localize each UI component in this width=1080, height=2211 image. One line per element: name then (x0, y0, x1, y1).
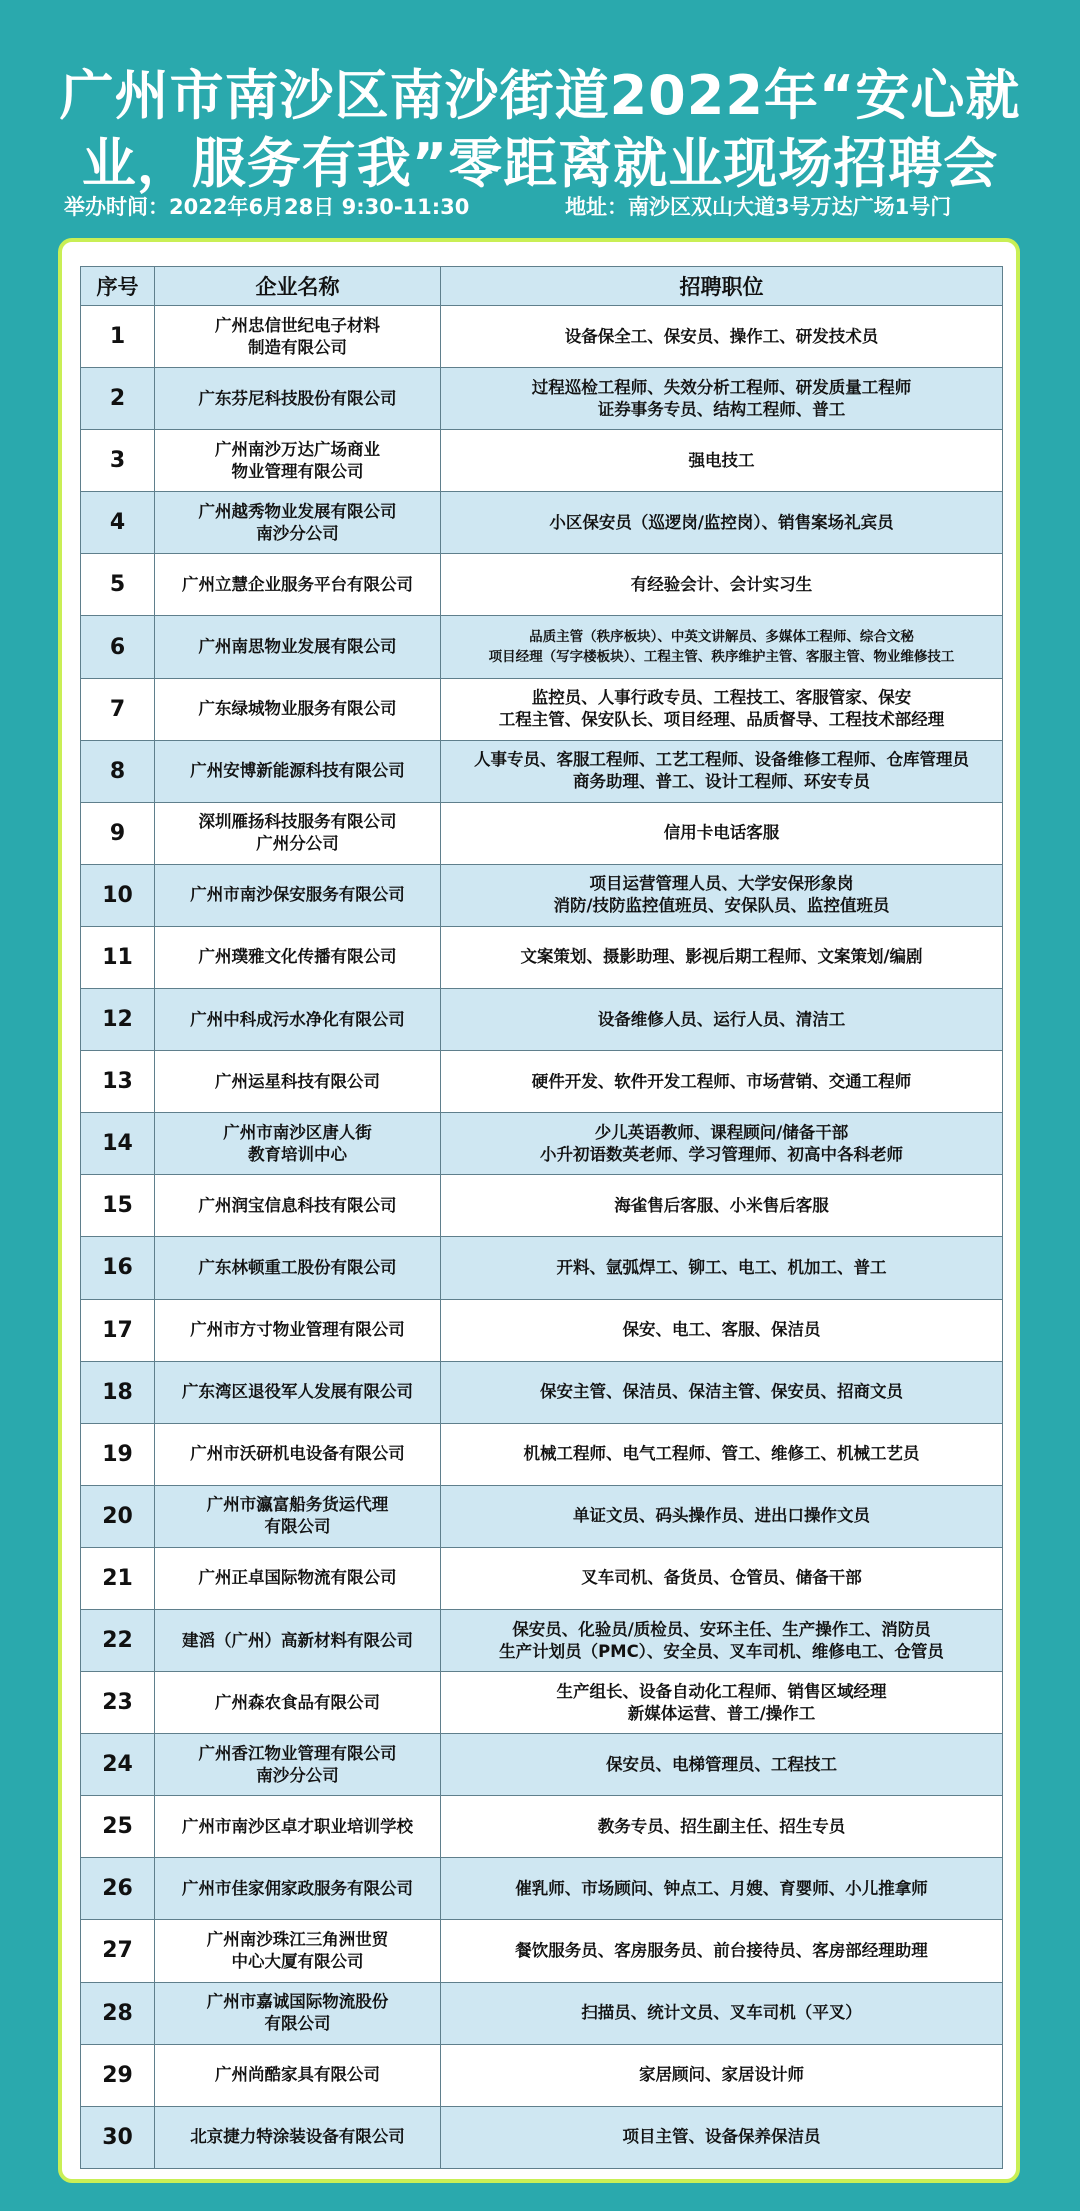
table-row (81, 1423, 1003, 1485)
poster-header (0, 0, 1080, 230)
job-positions-line: 机械工程师、电气工程师、管工、维修工、机械工艺员 (523, 1444, 920, 1464)
job-positions-line: 小升初语数英老师、学习管理师、初高中各科老师 (540, 1144, 903, 1164)
company-name (155, 2106, 441, 2168)
row-number: 12 (81, 989, 155, 1051)
table-row (81, 1609, 1003, 1671)
company-name-line: 物业管理有限公司 (231, 461, 364, 481)
company-name-line: 有限公司 (264, 1517, 331, 1537)
job-positions-line: 商务助理、普工、设计工程师、环安专员 (573, 772, 870, 792)
event-time: 举办时间：2022年6月28日 9:30-11:30 (64, 195, 470, 219)
job-positions-line: 人事专员、客服工程师、工艺工程师、设备维修工程师、仓库管理员 (474, 750, 969, 770)
row-number: 13 (81, 1051, 155, 1113)
company-name-line: 广州南沙万达广场商业 (215, 439, 380, 459)
company-name-line: 广州市佳家佣家政服务有限公司 (182, 1878, 413, 1898)
row-number: 5 (81, 554, 155, 616)
job-positions-line: 保安员、电梯管理员、工程技工 (606, 1754, 837, 1774)
job-positions (441, 1672, 1003, 1734)
company-name-line: 广州越秀物业发展有限公司 (198, 501, 397, 521)
table-row (81, 1734, 1003, 1796)
row-number: 6 (81, 616, 155, 678)
company-name (155, 430, 441, 492)
company-name (155, 864, 441, 926)
recruitment-card (58, 238, 1020, 2183)
job-positions (441, 1361, 1003, 1423)
company-name-line: 广州正卓国际物流有限公司 (198, 1568, 397, 1588)
company-name-line: 广州市南沙区卓才职业培训学校 (182, 1816, 413, 1836)
company-name (155, 1175, 441, 1237)
company-name-line: 广东芬尼科技股份有限公司 (198, 388, 397, 408)
row-number: 21 (81, 1547, 155, 1609)
row-number: 30 (81, 2106, 155, 2168)
company-name-line: 广州香江物业管理有限公司 (198, 1743, 397, 1763)
job-positions-line: 单证文员、码头操作员、进出口操作文员 (573, 1506, 870, 1526)
job-positions (441, 926, 1003, 988)
job-positions (441, 740, 1003, 802)
event-address: 地址：南沙区双山大道3号万达广场1号门 (565, 195, 952, 219)
row-number: 22 (81, 1609, 155, 1671)
job-positions-line: 家居顾问、家居设计师 (639, 2065, 804, 2085)
job-positions-line: 保安主管、保洁员、保洁主管、保安员、招商文员 (540, 1382, 903, 1402)
table-row (81, 616, 1003, 678)
company-name (155, 1423, 441, 1485)
company-name-line: 北京捷力特涂装设备有限公司 (190, 2127, 405, 2147)
job-positions (441, 1485, 1003, 1547)
company-name-line: 南沙分公司 (256, 1765, 339, 1785)
company-name (155, 1920, 441, 1982)
table-row (81, 926, 1003, 988)
company-name (155, 2044, 441, 2106)
job-positions (441, 1982, 1003, 2044)
job-positions (441, 1858, 1003, 1920)
company-name (155, 1237, 441, 1299)
job-positions (441, 1547, 1003, 1609)
company-name-line: 深圳雁扬科技服务有限公司 (198, 812, 397, 832)
job-positions (441, 1920, 1003, 1982)
job-positions (441, 1299, 1003, 1361)
company-name-line: 广州市南沙区唐人街 (223, 1122, 372, 1142)
company-name-line: 广州市瀛富船务货运代理 (206, 1495, 389, 1515)
table-row (81, 368, 1003, 430)
row-number: 11 (81, 926, 155, 988)
company-name-line: 广州市方寸物业管理有限公司 (190, 1320, 405, 1340)
company-name-line: 广州森农食品有限公司 (215, 1692, 380, 1712)
company-name-line: 广州尚酷家具有限公司 (215, 2065, 380, 2085)
header-number: 序号 (81, 267, 155, 306)
company-name (155, 1734, 441, 1796)
job-positions-line: 证券事务专员、结构工程师、普工 (597, 399, 846, 419)
table-row (81, 989, 1003, 1051)
job-positions (441, 1796, 1003, 1858)
company-name (155, 1982, 441, 2044)
table-row (81, 1547, 1003, 1609)
job-positions (441, 554, 1003, 616)
table-header-row (81, 267, 1003, 306)
job-positions-line: 生产计划员（PMC）、安全员、叉车司机、维修电工、仓管员 (499, 1641, 944, 1661)
job-positions (441, 864, 1003, 926)
company-name-line: 广州分公司 (256, 834, 339, 854)
job-positions-line: 教务专员、招生副主任、招生专员 (597, 1816, 846, 1836)
row-number: 10 (81, 864, 155, 926)
job-positions (441, 678, 1003, 740)
company-name (155, 678, 441, 740)
company-name (155, 926, 441, 988)
company-name-line: 广东绿城物业服务有限公司 (198, 699, 397, 719)
job-positions (441, 1051, 1003, 1113)
company-name-line: 广州南思物业发展有限公司 (198, 637, 397, 657)
company-name (155, 1547, 441, 1609)
job-positions-line: 项目经理（写字楼板块）、工程主管、秩序维护主管、客服主管、物业维修技工 (488, 649, 955, 666)
company-name (155, 1672, 441, 1734)
table-row (81, 1796, 1003, 1858)
company-name (155, 1485, 441, 1547)
company-name-line: 教育培训中心 (248, 1144, 347, 1164)
job-positions-line: 文案策划、摄影助理、影视后期工程师、文案策划/编剧 (520, 947, 923, 967)
job-positions-line: 设备保全工、保安员、操作工、研发技术员 (564, 326, 879, 346)
row-number: 4 (81, 492, 155, 554)
job-positions (441, 1609, 1003, 1671)
job-positions (441, 1734, 1003, 1796)
row-number: 9 (81, 802, 155, 864)
company-name-line: 广州南沙珠江三角洲世贸 (206, 1929, 389, 1949)
row-number: 16 (81, 1237, 155, 1299)
company-name (155, 554, 441, 616)
table-row (81, 1175, 1003, 1237)
company-name (155, 1609, 441, 1671)
job-positions-line: 生产组长、设备自动化工程师、销售区域经理 (556, 1681, 887, 1701)
company-name-line: 南沙分公司 (256, 523, 339, 543)
company-name-line: 广州立慧企业服务平台有限公司 (182, 574, 413, 594)
company-name (155, 1051, 441, 1113)
company-name-line: 广州中科成污水净化有限公司 (190, 1009, 405, 1029)
row-number: 3 (81, 430, 155, 492)
job-positions-line: 保安员、化验员/质检员、安环主任、生产操作工、消防员 (512, 1619, 931, 1639)
job-positions-line: 扫描员、统计文员、叉车司机（平叉） (581, 2003, 862, 2023)
job-positions (441, 989, 1003, 1051)
job-positions (441, 430, 1003, 492)
job-positions-line: 工程主管、保安队长、项目经理、品质督导、工程技术部经理 (498, 710, 945, 730)
table-row (81, 554, 1003, 616)
company-name-line: 广州市南沙保安服务有限公司 (190, 885, 405, 905)
job-positions (441, 1175, 1003, 1237)
table-row (81, 1485, 1003, 1547)
company-name-line: 广东林顿重工股份有限公司 (198, 1257, 397, 1277)
table-row (81, 2106, 1003, 2168)
poster-title-line-2: 业，服务有我”零距离就业现场招聘会 (81, 132, 999, 195)
row-number: 26 (81, 1858, 155, 1920)
row-number: 24 (81, 1734, 155, 1796)
row-number: 17 (81, 1299, 155, 1361)
company-name (155, 1858, 441, 1920)
row-number: 20 (81, 1485, 155, 1547)
table-row (81, 740, 1003, 802)
row-number: 7 (81, 678, 155, 740)
company-name (155, 492, 441, 554)
company-name-line: 建滔（广州）高新材料有限公司 (182, 1630, 413, 1650)
job-positions (441, 2106, 1003, 2168)
job-positions-line: 少儿英语教师、课程顾问/储备干部 (594, 1122, 849, 1142)
table-row (81, 430, 1003, 492)
job-positions (441, 802, 1003, 864)
job-positions-line: 硬件开发、软件开发工程师、市场营销、交通工程师 (531, 1071, 912, 1091)
job-positions (441, 1113, 1003, 1175)
job-positions-line: 保安、电工、客服、保洁员 (622, 1320, 821, 1340)
row-number: 19 (81, 1423, 155, 1485)
company-name (155, 740, 441, 802)
company-name (155, 1299, 441, 1361)
job-positions-line: 项目运营管理人员、大学安保形象岗 (589, 874, 854, 894)
row-number: 18 (81, 1361, 155, 1423)
job-positions (441, 1423, 1003, 1485)
table-row (81, 306, 1003, 368)
job-positions (441, 492, 1003, 554)
company-name-line: 广州璞雅文化传播有限公司 (198, 947, 397, 967)
table-row (81, 1858, 1003, 1920)
poster-title-line-1: 广州市南沙区南沙街道2022年“安心就 (59, 64, 1021, 127)
company-name-line: 中心大厦有限公司 (231, 1951, 364, 1971)
company-name (155, 1361, 441, 1423)
company-name (155, 1113, 441, 1175)
company-name (155, 1796, 441, 1858)
table-row (81, 2044, 1003, 2106)
table-row (81, 678, 1003, 740)
job-positions-line: 叉车司机、备货员、仓管员、储备干部 (581, 1568, 862, 1588)
job-positions-line: 品质主管（秩序板块）、中英文讲解员、多媒体工程师、综合文秘 (529, 629, 914, 646)
row-number: 1 (81, 306, 155, 368)
job-positions-line: 有经验会计、会计实习生 (630, 574, 813, 594)
job-positions-line: 开料、氩弧焊工、铆工、电工、机加工、普工 (556, 1257, 887, 1277)
row-number: 28 (81, 1982, 155, 2044)
row-number: 29 (81, 2044, 155, 2106)
table-row (81, 1672, 1003, 1734)
job-positions-line: 监控员、人事行政专员、工程技工、客服管家、保安 (531, 688, 912, 708)
job-positions-line: 强电技工 (688, 450, 755, 470)
job-positions-line: 信用卡电话客服 (663, 823, 780, 843)
row-number: 15 (81, 1175, 155, 1237)
company-name-line: 制造有限公司 (248, 337, 347, 357)
table-row (81, 802, 1003, 864)
company-name (155, 368, 441, 430)
table-row (81, 1051, 1003, 1113)
job-positions-line: 小区保安员（巡逻岗/监控岗）、销售案场礼宾员 (549, 512, 894, 532)
job-positions (441, 306, 1003, 368)
company-name-line: 广州市沃研机电设备有限公司 (190, 1444, 405, 1464)
table-row (81, 1237, 1003, 1299)
row-number: 27 (81, 1920, 155, 1982)
company-name-line: 广东湾区退役军人发展有限公司 (182, 1382, 413, 1402)
table-row (81, 1113, 1003, 1175)
job-positions (441, 2044, 1003, 2106)
job-positions (441, 616, 1003, 678)
table-row (81, 492, 1003, 554)
company-name-line: 广州润宝信息科技有限公司 (198, 1195, 397, 1215)
row-number: 8 (81, 740, 155, 802)
row-number: 2 (81, 368, 155, 430)
company-name-line: 广州安博新能源科技有限公司 (190, 761, 405, 781)
company-name (155, 989, 441, 1051)
table-row (81, 1361, 1003, 1423)
company-name (155, 306, 441, 368)
job-positions-line: 项目主管、设备保养保洁员 (622, 2127, 821, 2147)
job-positions-line: 催乳师、市场顾问、钟点工、月嫂、育婴师、小儿推拿师 (515, 1878, 928, 1898)
company-name-line: 广州忠信世纪电子材料 (215, 315, 380, 335)
table-row (81, 1982, 1003, 2044)
job-positions-line: 消防/技防监控值班员、安保队员、监控值班员 (553, 896, 890, 916)
company-name-line: 广州市嘉诚国际物流股份 (206, 1992, 389, 2012)
company-name-line: 有限公司 (264, 2014, 331, 2034)
row-number: 25 (81, 1796, 155, 1858)
table-row (81, 864, 1003, 926)
job-positions-line: 餐饮服务员、客房服务员、前台接待员、客房部经理助理 (515, 1940, 928, 1960)
company-name (155, 802, 441, 864)
recruitment-table (80, 266, 1003, 2169)
job-positions (441, 368, 1003, 430)
job-positions-line: 新媒体运营、普工/操作工 (627, 1703, 816, 1723)
header-positions: 招聘职位 (441, 267, 1003, 306)
header-company: 企业名称 (155, 267, 441, 306)
job-positions-line: 设备维修人员、运行人员、清洁工 (597, 1009, 846, 1029)
company-name-line: 广州运星科技有限公司 (215, 1071, 380, 1091)
table-row (81, 1920, 1003, 1982)
row-number: 23 (81, 1672, 155, 1734)
job-positions-line: 过程巡检工程师、失效分析工程师、研发质量工程师 (531, 377, 912, 397)
company-name (155, 616, 441, 678)
job-positions (441, 1237, 1003, 1299)
row-number: 14 (81, 1113, 155, 1175)
table-row (81, 1299, 1003, 1361)
job-positions-line: 海雀售后客服、小米售后客服 (614, 1195, 829, 1215)
